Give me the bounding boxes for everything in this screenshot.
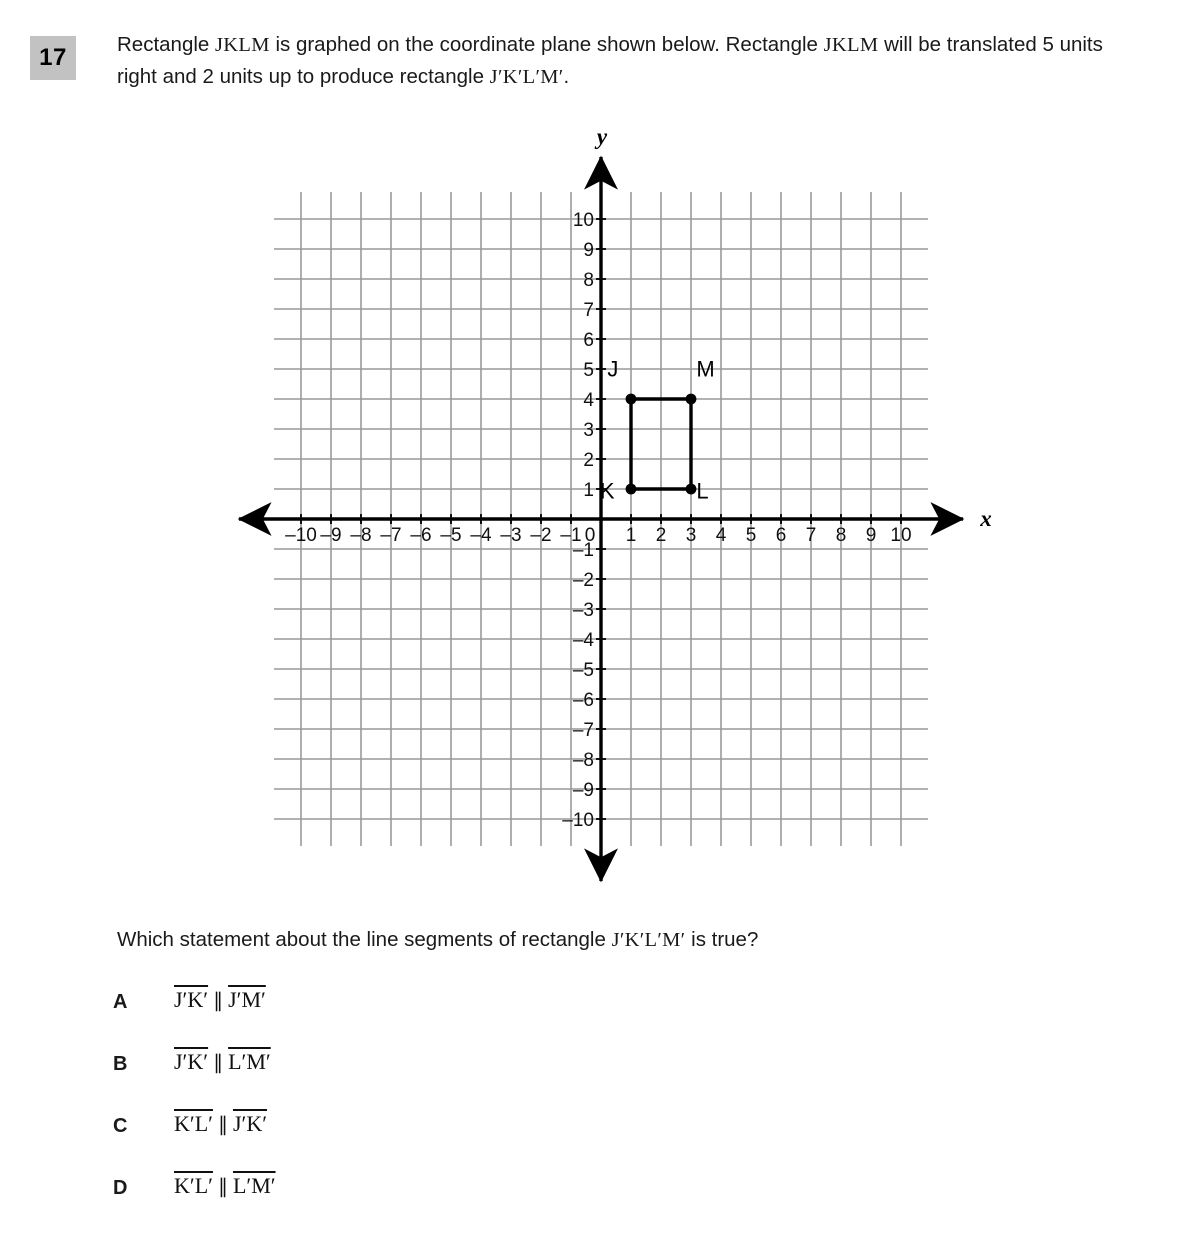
x-tick-label: 10 xyxy=(890,525,912,546)
choice-text-d xyxy=(173,1173,277,1199)
x-tick-label: 8 xyxy=(835,525,847,546)
choice-letter-b: B xyxy=(113,1053,128,1075)
y-axis-label: y xyxy=(596,124,608,149)
question-stem xyxy=(117,29,1127,93)
choice-letter-c: C xyxy=(113,1115,128,1137)
y-tick-label: 5 xyxy=(583,360,594,381)
y-tick-label: –3 xyxy=(572,600,594,621)
stem-text-1: Rectangle xyxy=(117,33,216,56)
x-tick-label: –4 xyxy=(470,525,492,546)
x-tick-label: –7 xyxy=(380,525,402,546)
x-tick-label: 2 xyxy=(655,525,667,546)
choice-a-segment-1: J′K′ xyxy=(174,987,209,1012)
vertex-point xyxy=(626,484,637,495)
choice-letter-d: D xyxy=(113,1177,128,1199)
vertex-label: K xyxy=(599,478,615,504)
y-tick-label: –9 xyxy=(572,780,594,801)
x-tick-label: –2 xyxy=(530,525,552,546)
choice-a-segment-2: J′M′ xyxy=(228,987,266,1012)
stem-figure-name-2: JKLM xyxy=(823,34,879,56)
vertex-label: M xyxy=(696,356,715,382)
question-number: 17 xyxy=(39,44,67,71)
x-tick-label: 3 xyxy=(685,525,697,546)
x-tick-label: –5 xyxy=(440,525,462,546)
choice-b-relation: ∥ xyxy=(213,1052,224,1074)
y-tick-label: 10 xyxy=(572,210,594,231)
y-tick-label: 7 xyxy=(583,300,594,321)
choice-d-relation: ∥ xyxy=(217,1176,228,1198)
x-tick-label: 1 xyxy=(625,525,637,546)
y-tick-label: 1 xyxy=(583,480,594,501)
vertex-label: L xyxy=(696,478,709,504)
x-axis-tick-labels xyxy=(285,525,911,546)
choice-d-segment-2: L′M′ xyxy=(232,1173,276,1198)
coordinate-plane-figure xyxy=(0,120,1200,890)
x-tick-label: –6 xyxy=(410,525,432,546)
x-tick-label: –1 xyxy=(560,525,582,546)
vertex-point xyxy=(686,484,697,495)
choice-letter-a: A xyxy=(113,991,128,1013)
axes xyxy=(239,157,963,881)
x-tick-label: 9 xyxy=(865,525,877,546)
x-tick-label: 6 xyxy=(775,525,787,546)
sub-question xyxy=(117,925,758,955)
choice-b-segment-1: J′K′ xyxy=(174,1049,209,1074)
choice-b-segment-2: L′M′ xyxy=(228,1049,271,1074)
x-tick-label: 7 xyxy=(805,525,817,546)
choice-text-a xyxy=(173,987,267,1013)
stem-figure-name-3: J′K′L′M′ xyxy=(489,66,564,88)
choice-option-c[interactable] xyxy=(113,1109,1013,1171)
y-tick-label: –8 xyxy=(572,750,594,771)
stem-text-5: . xyxy=(563,65,570,88)
y-tick-label: –5 xyxy=(572,660,594,681)
choice-option-a[interactable] xyxy=(113,985,1013,1047)
x-tick-label: 0 xyxy=(584,525,596,546)
y-tick-label: –4 xyxy=(572,630,594,651)
vertex-label: J xyxy=(607,356,619,382)
y-tick-label: –10 xyxy=(562,810,594,831)
x-tick-label: 4 xyxy=(715,525,727,546)
x-tick-label: –9 xyxy=(320,525,342,546)
question-header xyxy=(0,0,1200,110)
choice-text-c xyxy=(173,1111,268,1137)
y-tick-label: –7 xyxy=(572,720,594,741)
coordinate-plane-svg xyxy=(230,120,1020,890)
stem-text-2: is graphed on the coordinate plane shown below. Rectangle xyxy=(269,33,824,56)
sub-question-text-1: Which statement about the line segments of rectangle xyxy=(117,928,612,951)
choice-c-segment-2: J′K′ xyxy=(232,1111,268,1136)
choice-d-segment-1: K′L′ xyxy=(174,1173,213,1198)
stem-figure-name-1: JKLM xyxy=(215,34,270,56)
y-tick-label: –6 xyxy=(572,690,594,711)
x-axis-label: x xyxy=(980,506,992,531)
x-tick-label: –8 xyxy=(350,525,372,546)
plotted-rectangle xyxy=(600,357,715,504)
y-tick-label: 8 xyxy=(583,270,594,291)
stem-text-4: translated 5 units right and 2 units up to produce rectangle xyxy=(117,33,1103,88)
question-number-badge xyxy=(30,36,76,80)
sub-question-text-2: is true? xyxy=(685,928,759,951)
coordinate-plane xyxy=(230,120,1020,890)
stem-text-3: will be xyxy=(878,33,942,56)
answer-choices xyxy=(113,985,1013,1233)
choice-c-segment-1: K′L′ xyxy=(174,1111,213,1136)
sub-question-figure-name: J′K′L′M′ xyxy=(611,929,686,951)
y-tick-label: –1 xyxy=(572,540,594,561)
y-tick-label: 4 xyxy=(583,390,594,411)
x-tick-label: –10 xyxy=(285,525,317,546)
vertex-point xyxy=(626,394,637,405)
y-tick-label: 9 xyxy=(583,240,594,261)
y-tick-label: –2 xyxy=(572,570,594,591)
choice-text-b xyxy=(173,1049,272,1075)
vertex-point xyxy=(686,394,697,405)
y-tick-label: 3 xyxy=(583,420,594,441)
choice-a-relation: ∥ xyxy=(213,990,224,1012)
choice-c-relation: ∥ xyxy=(217,1114,228,1136)
x-tick-label: 5 xyxy=(745,525,757,546)
choice-option-d[interactable] xyxy=(113,1171,1013,1233)
x-tick-label: –3 xyxy=(500,525,522,546)
choice-option-b[interactable] xyxy=(113,1047,1013,1109)
y-tick-label: 2 xyxy=(583,450,594,471)
y-tick-label: 6 xyxy=(583,330,594,351)
